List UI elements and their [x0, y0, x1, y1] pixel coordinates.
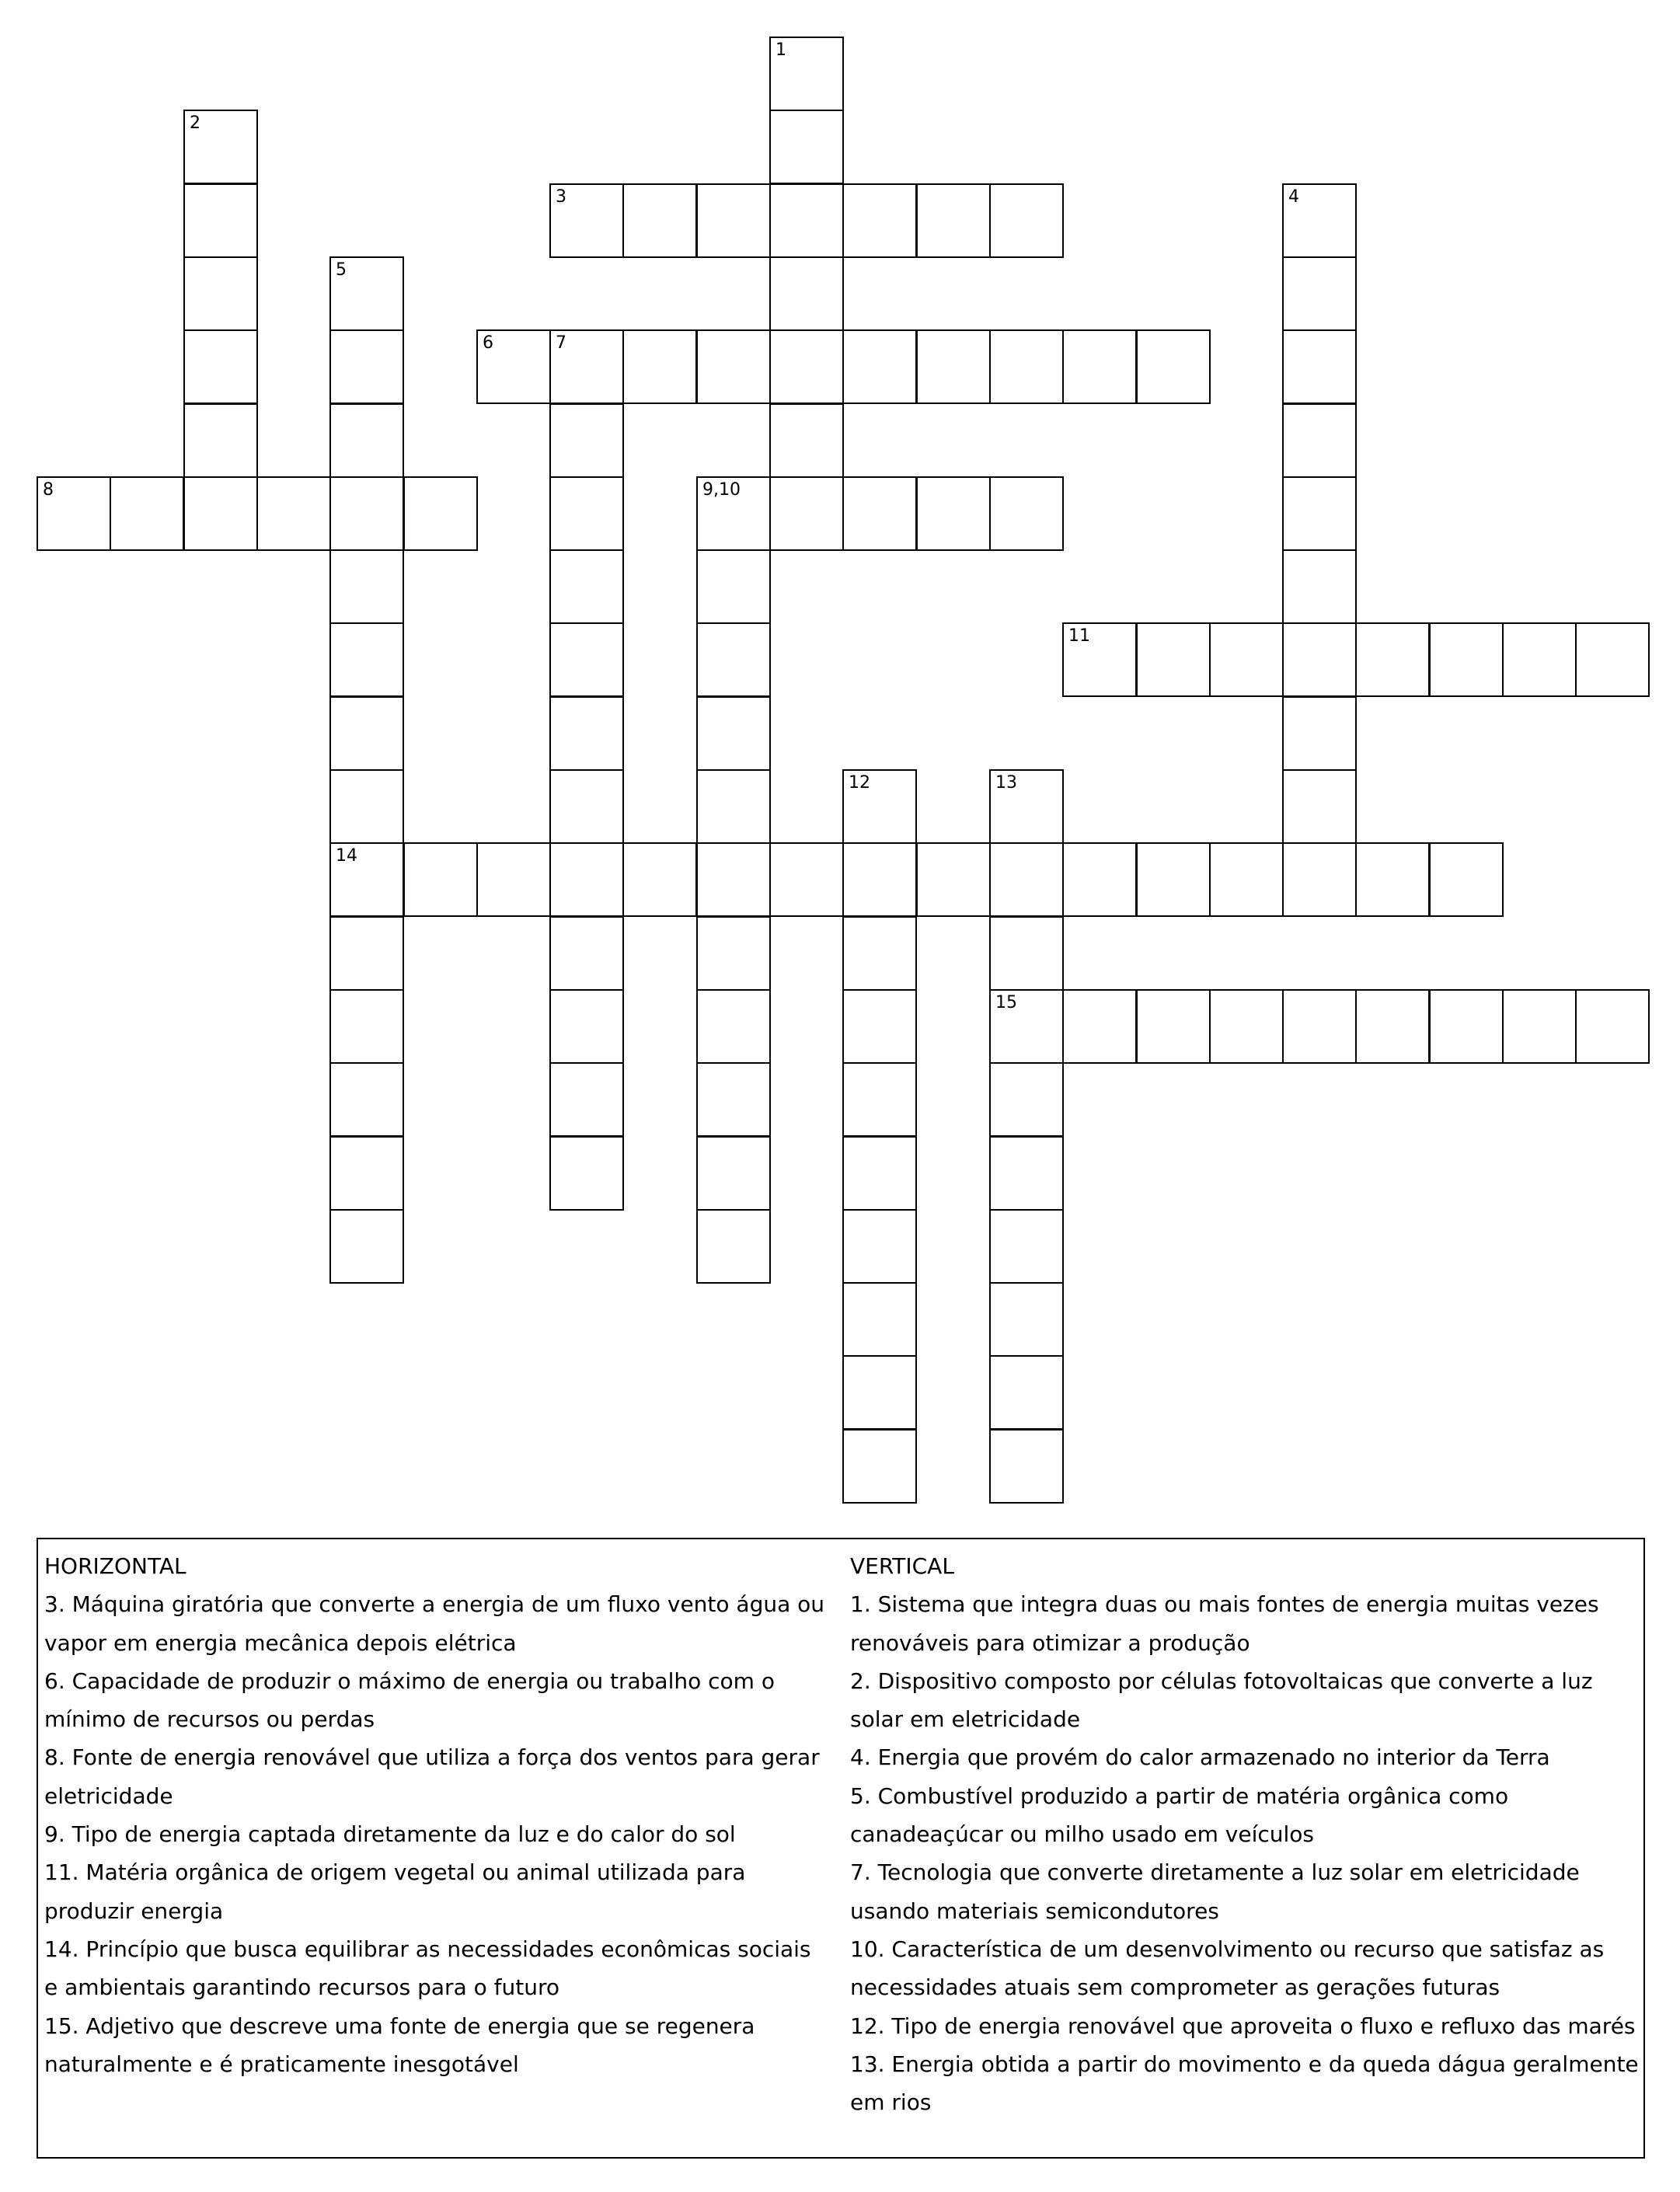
clue-v-12: 12. Tipo de energia renovável que aproveita o fluxo e refluxo das marés — [850, 2013, 1636, 2039]
grid-cell[interactable] — [1429, 989, 1504, 1064]
grid-cell[interactable] — [696, 1136, 771, 1211]
grid-cell[interactable] — [1282, 256, 1357, 331]
grid-cell[interactable] — [842, 1136, 917, 1211]
grid-cell[interactable] — [696, 1062, 771, 1137]
grid-cell[interactable] — [842, 1209, 917, 1284]
grid-cell[interactable] — [549, 842, 624, 917]
grid-cell[interactable] — [329, 696, 404, 771]
grid-cell[interactable] — [696, 916, 771, 991]
grid-cell[interactable] — [989, 1355, 1064, 1430]
grid-cell[interactable] — [696, 989, 771, 1064]
grid-cell[interactable] — [1282, 842, 1357, 917]
grid-cell[interactable] — [1429, 622, 1504, 697]
grid-cell-6[interactable] — [476, 329, 551, 404]
grid-cell[interactable] — [769, 403, 844, 478]
grid-cell[interactable] — [1209, 622, 1284, 697]
clue-h-15: 15. Adjetivo que descreve uma fonte de energia que se regenera naturalmente e é praticamente inesgotável — [44, 2013, 755, 2077]
grid-cell-9-10[interactable] — [696, 476, 771, 551]
clues-box — [37, 1538, 1645, 2159]
clue-h-9: 9. Tipo de energia captada diretamente da luz e do calor do sol — [44, 1821, 736, 1848]
grid-cell[interactable] — [1355, 622, 1430, 697]
grid-cell[interactable] — [329, 549, 404, 624]
grid-cell[interactable] — [183, 256, 258, 331]
grid-cell[interactable] — [696, 769, 771, 844]
grid-cell-1[interactable] — [769, 37, 844, 111]
grid-cell[interactable] — [549, 989, 624, 1064]
horizontal-heading: HORIZONTAL — [44, 1553, 186, 1579]
grid-cell[interactable] — [403, 476, 478, 551]
clue-h-3: 3. Máquina giratória que converte a energia de um fluxo vento água ou vapor em energia mecânica depois elétrica — [44, 1591, 825, 1656]
grid-cell[interactable] — [989, 476, 1064, 551]
grid-cell[interactable] — [1429, 842, 1504, 917]
grid-cell[interactable] — [842, 1282, 917, 1357]
grid-cell[interactable] — [989, 1282, 1064, 1357]
grid-cell[interactable] — [989, 1429, 1064, 1504]
grid-cell[interactable] — [1502, 622, 1577, 697]
grid-cell[interactable] — [329, 329, 404, 404]
grid-cell[interactable] — [329, 622, 404, 697]
grid-cell[interactable] — [1355, 989, 1430, 1064]
cell-number: 8 — [43, 480, 54, 500]
grid-cell[interactable] — [1575, 989, 1650, 1064]
grid-cell[interactable] — [1282, 989, 1357, 1064]
grid-cell-3[interactable] — [549, 183, 624, 258]
grid-cell[interactable] — [1136, 842, 1211, 917]
grid-cell[interactable] — [769, 842, 844, 917]
grid-cell-11[interactable] — [1062, 622, 1137, 697]
cell-number: 12 — [849, 773, 870, 793]
clue-h-14: 14. Princípio que busca equilibrar as necessidades econômicas sociais e ambientais garantindo recursos para o futuro — [44, 1936, 811, 2001]
grid-cell[interactable] — [549, 622, 624, 697]
grid-cell[interactable] — [1062, 329, 1137, 404]
grid-cell[interactable] — [696, 329, 771, 404]
grid-cell[interactable] — [1502, 989, 1577, 1064]
grid-cell[interactable] — [696, 1209, 771, 1284]
grid-cell[interactable] — [916, 183, 991, 258]
grid-cell[interactable] — [622, 183, 697, 258]
grid-cell[interactable] — [1575, 622, 1650, 697]
clue-h-11: 11. Matéria orgânica de origem vegetal ou animal utilizada para produzir energia — [44, 1859, 746, 1924]
grid-cell[interactable] — [183, 403, 258, 478]
grid-cell[interactable] — [1136, 329, 1211, 404]
clue-v-5: 5. Combustível produzido a partir de matéria orgânica como canadeaçúcar ou milho usado em veículos — [850, 1783, 1509, 1848]
clue-v-4: 4. Energia que provém do calor armazenado no interior da Terra — [850, 1744, 1550, 1771]
grid-cell[interactable] — [549, 916, 624, 991]
grid-cell[interactable] — [842, 476, 917, 551]
grid-cell[interactable] — [1282, 696, 1357, 771]
grid-cell-5[interactable] — [329, 256, 404, 331]
grid-cell[interactable] — [1282, 769, 1357, 844]
grid-cell-12[interactable] — [842, 769, 917, 844]
grid-cell[interactable] — [549, 769, 624, 844]
clue-h-6: 6. Capacidade de produzir o máximo de energia ou trabalho com o mínimo de recursos ou perdas — [44, 1668, 775, 1733]
grid-cell[interactable] — [842, 183, 917, 258]
grid-cell[interactable] — [1282, 329, 1357, 404]
clue-v-10: 10. Característica de um desenvolvimento ou recurso que satisfaz as necessidades atuais sem comprometer as gerações futuras — [850, 1936, 1605, 2001]
grid-cell[interactable] — [696, 183, 771, 258]
clue-h-8: 8. Fonte de energia renovável que utiliza a força dos ventos para gerar eletricidade — [44, 1744, 820, 1809]
grid-cell[interactable] — [842, 1355, 917, 1430]
grid-cell[interactable] — [329, 1136, 404, 1211]
grid-cell-8[interactable] — [37, 476, 111, 551]
grid-cell-4[interactable] — [1282, 183, 1357, 258]
cell-number: 11 — [1068, 626, 1090, 646]
grid-cell[interactable] — [696, 622, 771, 697]
grid-cell[interactable] — [842, 916, 917, 991]
grid-cell[interactable] — [329, 476, 404, 551]
grid-cell[interactable] — [1136, 989, 1211, 1064]
grid-cell[interactable] — [549, 1136, 624, 1211]
cell-number: 6 — [483, 333, 493, 353]
grid-cell[interactable] — [1355, 842, 1430, 917]
grid-cell-14[interactable] — [329, 842, 404, 917]
grid-cell[interactable] — [916, 476, 991, 551]
grid-cell[interactable] — [549, 696, 624, 771]
grid-cell[interactable] — [549, 476, 624, 551]
grid-cell[interactable] — [1062, 842, 1137, 917]
grid-cell[interactable] — [403, 842, 478, 917]
cell-number: 7 — [556, 333, 566, 353]
grid-cell-15[interactable] — [989, 989, 1064, 1064]
grid-cell[interactable] — [549, 549, 624, 624]
horizontal-clues — [44, 1547, 829, 2083]
grid-cell[interactable] — [110, 476, 184, 551]
cell-number: 1 — [776, 40, 786, 60]
grid-cell[interactable] — [842, 1062, 917, 1137]
grid-cell[interactable] — [916, 329, 991, 404]
clue-v-7: 7. Tecnologia que converte diretamente a luz solar em eletricidade usando materiais semicondutores — [850, 1859, 1580, 1924]
grid-cell[interactable] — [769, 329, 844, 404]
grid-cell[interactable] — [1209, 989, 1284, 1064]
cell-number: 5 — [336, 260, 347, 280]
cell-number: 4 — [1288, 187, 1299, 207]
grid-cell[interactable] — [842, 1429, 917, 1504]
grid-cell[interactable] — [622, 842, 697, 917]
grid-cell[interactable] — [1136, 622, 1211, 697]
grid-cell[interactable] — [769, 183, 844, 258]
grid-cell[interactable] — [842, 842, 917, 917]
clue-v-13: 13. Energia obtida a partir do movimento e da queda dágua geralmente em rios — [850, 2051, 1639, 2116]
grid-cell[interactable] — [989, 1136, 1064, 1211]
grid-cell[interactable] — [476, 842, 551, 917]
grid-cell[interactable] — [1282, 622, 1357, 697]
grid-cell-13[interactable] — [989, 769, 1064, 844]
grid-cell[interactable] — [769, 110, 844, 184]
vertical-clues — [850, 1547, 1639, 2121]
grid-cell[interactable] — [769, 256, 844, 331]
grid-cell[interactable] — [989, 1209, 1064, 1284]
grid-cell[interactable] — [183, 183, 258, 258]
grid-cell[interactable] — [329, 1209, 404, 1284]
grid-cell[interactable] — [696, 549, 771, 624]
grid-cell[interactable] — [549, 403, 624, 478]
grid-cell[interactable] — [549, 1062, 624, 1137]
clue-v-1: 1. Sistema que integra duas ou mais fontes de energia muitas vezes renováveis para otimizar a produção — [850, 1591, 1599, 1656]
cell-number: 14 — [336, 846, 357, 866]
grid-cell[interactable] — [329, 769, 404, 844]
grid-cell[interactable] — [1062, 989, 1137, 1064]
grid-cell[interactable] — [989, 1062, 1064, 1137]
grid-cell[interactable] — [989, 842, 1064, 917]
grid-cell[interactable] — [696, 842, 771, 917]
grid-cell[interactable] — [989, 329, 1064, 404]
grid-cell[interactable] — [989, 916, 1064, 991]
grid-cell[interactable] — [989, 183, 1064, 258]
vertical-heading: VERTICAL — [850, 1553, 954, 1579]
grid-cell[interactable] — [696, 696, 771, 771]
grid-cell[interactable] — [183, 329, 258, 404]
cell-number: 9,10 — [702, 480, 741, 500]
clue-v-2: 2. Dispositivo composto por células fotovoltaicas que converte a luz solar em eletricidade — [850, 1668, 1593, 1733]
grid-cell[interactable] — [916, 842, 991, 917]
grid-cell[interactable] — [1282, 403, 1357, 478]
cell-number: 2 — [190, 113, 200, 133]
cell-number: 15 — [995, 993, 1017, 1012]
grid-cell[interactable] — [329, 403, 404, 478]
grid-cell[interactable] — [842, 989, 917, 1064]
grid-cell[interactable] — [1282, 476, 1357, 551]
grid-cell[interactable] — [1282, 549, 1357, 624]
grid-cell[interactable] — [329, 916, 404, 991]
grid-cell-2[interactable] — [183, 110, 258, 184]
grid-cell[interactable] — [329, 989, 404, 1064]
grid-cell-7[interactable] — [549, 329, 624, 404]
grid-cell[interactable] — [842, 329, 917, 404]
grid-cell[interactable] — [622, 329, 697, 404]
grid-cell[interactable] — [1209, 842, 1284, 917]
cell-number: 13 — [995, 773, 1017, 793]
grid-cell[interactable] — [329, 1062, 404, 1137]
grid-cell[interactable] — [256, 476, 331, 551]
grid-cell[interactable] — [769, 476, 844, 551]
cell-number: 3 — [556, 187, 566, 207]
grid-cell[interactable] — [183, 476, 258, 551]
